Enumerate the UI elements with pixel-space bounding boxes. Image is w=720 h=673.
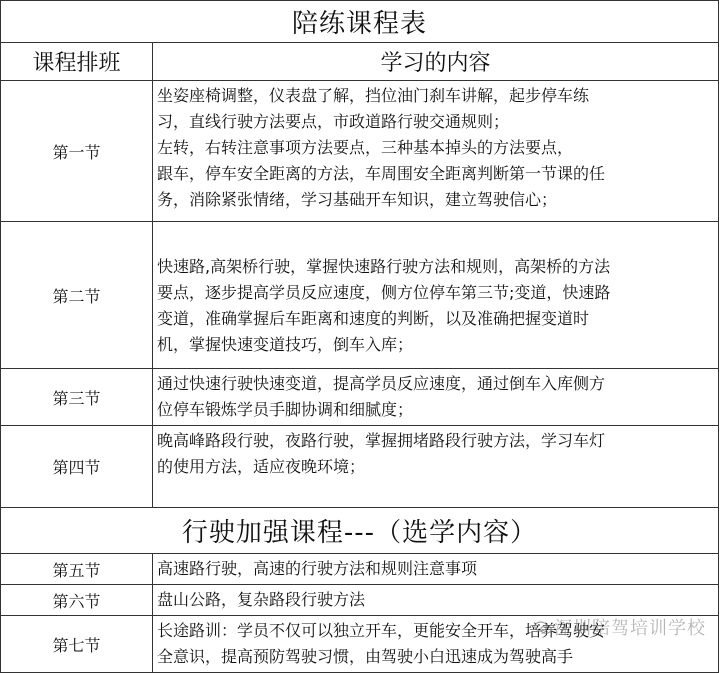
table-title: 陪练课程表 [1,1,719,43]
content-line: 跟车，停车安全距离的方法，车周围安全距离判断第一节课的任 [157,164,606,183]
lesson-content [153,426,719,508]
lesson-row [1,369,719,426]
lesson-row [1,426,719,508]
lesson-name: 第三节 [1,369,153,426]
content-line: 要点，逐步提高学员反应速度，侧方位停车第三节;变道，快速路 [157,283,611,302]
content-line: 通过快速行驶快速变道，提高学员反应速度，通过倒车入库侧方 [157,374,606,393]
content-line: 全意识，提高预防驾驶习惯，由驾驶小白迅速成为驾驶高手 [157,647,574,666]
content-line: 的使用方法，适应夜晚环境； [157,457,366,476]
lesson-row [1,585,719,616]
content-line: 坐姿座椅调整，仪表盘了解，挡位油门刹车讲解，起步停车练 [157,86,590,105]
content-line: 盘山公路，复杂路段行驶方法 [157,590,366,609]
content-line: 快速路,高架桥行驶，掌握快速路行驶方法和规则，高架桥的方法 [157,257,611,276]
lesson-name: 第五节 [1,554,153,585]
header-content: 学习的内容 [153,43,719,81]
lesson-name: 第四节 [1,426,153,508]
watermark-text: 深圳陪驾培训学校 [554,618,706,639]
lesson-name: 第七节 [1,616,153,673]
header-schedule: 课程排班 [1,43,153,81]
section-title-row [1,508,719,554]
content-line: 晚高峰路段行驶，夜路行驶，掌握拥堵路段行驶方法，学习车灯 [157,431,606,450]
lesson-name: 第六节 [1,585,153,616]
title-row [1,1,719,43]
lesson-name: 第二节 [1,222,153,369]
lesson-content [153,222,719,369]
header-row [1,43,719,81]
lesson-name: 第一节 [1,81,153,222]
content-line: 长途路训：学员不仅可以独立开车，更能安全开车，培养驾驶安 [157,621,606,640]
content-line: 机，掌握快速变道技巧，倒车入库； [157,335,414,354]
lesson-row [1,222,719,369]
lesson-content [153,554,719,585]
content-line: 变道，准确掌握后车距离和速度的判断，以及准确把握变道时 [157,309,590,328]
content-line: 习，直线行驶方法要点，市政道路行驶交通规则； [157,112,510,131]
section2-title: 行驶加强课程---（选学内容） [1,508,719,554]
wechat-icon [534,621,552,635]
watermark [534,614,706,640]
content-line: 务，消除紧张情绪，学习基础开车知识，建立驾驶信心； [157,190,558,209]
content-line: 左转，右转注意事项方法要点，三种基本掉头的方法要点， [157,138,574,157]
content-line: 高速路行驶，高速的行驶方法和规则注意事项 [157,559,478,578]
lesson-content [153,369,719,426]
lesson-row [1,81,719,222]
lesson-row [1,554,719,585]
lesson-content [153,81,719,222]
lesson-content [153,585,719,616]
content-line: 位停车锻炼学员手脚协调和细腻度； [157,400,414,419]
